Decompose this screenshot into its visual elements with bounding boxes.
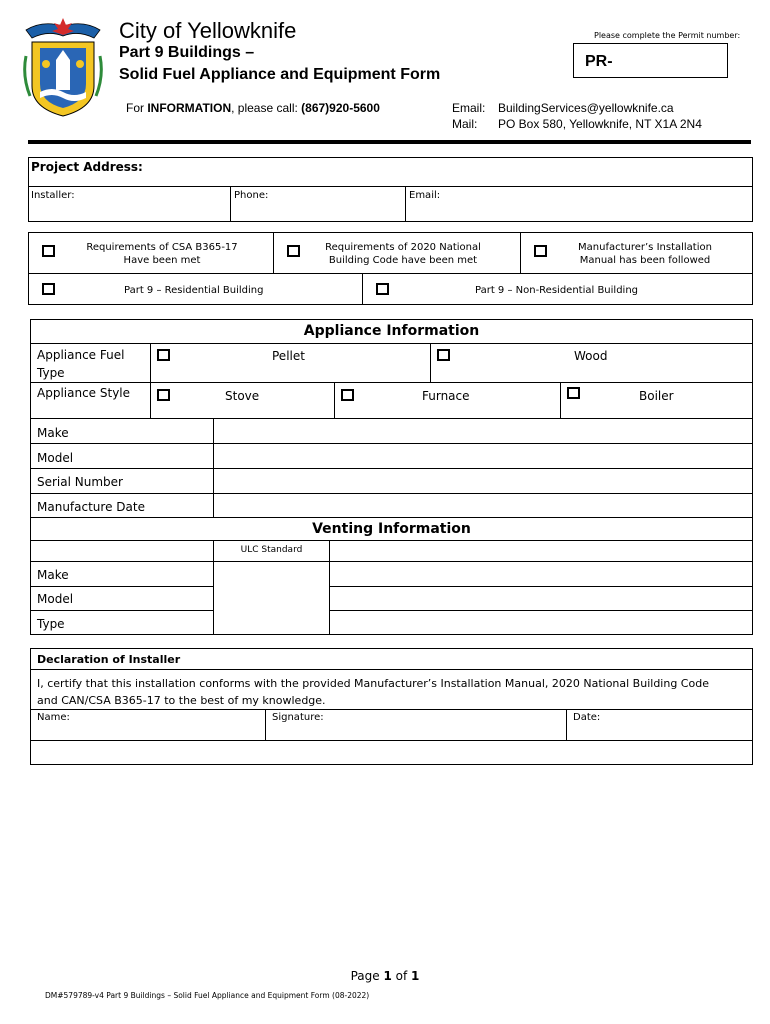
page-number: Page 1 of 1 xyxy=(350,969,420,983)
permit-prefix: PR- xyxy=(585,53,613,70)
email-field[interactable] xyxy=(405,186,753,222)
serial-label: Serial Number xyxy=(37,475,123,489)
mail-value: PO Box 580, Yellowknife, NT X1A 2N4 xyxy=(498,117,702,131)
declaration-title: Declaration of Installer xyxy=(37,653,181,666)
name-label: Name: xyxy=(37,712,70,723)
stove-checkbox[interactable] xyxy=(157,389,170,401)
fuel-type-label: Appliance Fuel Type xyxy=(37,348,125,380)
city-crest-logo xyxy=(22,16,104,120)
vent-model-field[interactable] xyxy=(329,586,753,611)
document-id: DM#579789-v4 Part 9 Buildings – Solid Fuel Appliance and Equipment Form (08-2022) xyxy=(45,991,370,1000)
venting-title: Venting Information xyxy=(312,521,471,537)
vent-model-label: Model xyxy=(37,592,74,606)
installer-label: Installer: xyxy=(31,190,75,201)
wood-label: Wood xyxy=(574,349,608,363)
info-bold: INFORMATION xyxy=(147,101,232,115)
header-divider xyxy=(28,140,751,144)
wood-checkbox[interactable] xyxy=(437,349,450,361)
make-label: Make xyxy=(37,426,69,440)
req-csa-checkbox[interactable] xyxy=(42,245,55,257)
req-mfr-label: Manufacturer’s Installation Manual has been followed xyxy=(578,242,712,266)
req-csa-label: Requirements of CSA B365-17 Have been met xyxy=(86,242,238,266)
boiler-label: Boiler xyxy=(639,389,674,403)
project-address-label: Project Address: xyxy=(31,160,143,174)
furnace-label: Furnace xyxy=(422,389,470,403)
email-label: Email: xyxy=(409,190,441,201)
manufacture-date-field[interactable] xyxy=(213,493,753,518)
phone-label: Phone: xyxy=(234,190,269,201)
vent-ulc-field[interactable] xyxy=(213,561,330,635)
manufacture-date-label: Manufacture Date xyxy=(37,500,145,514)
furnace-checkbox[interactable] xyxy=(341,389,354,401)
appliance-title: Appliance Information xyxy=(303,323,480,339)
non-residential-label: Part 9 – Non-Residential Building xyxy=(475,285,639,296)
info-phone: (867)920-5600 xyxy=(301,101,380,115)
info-line: For INFORMATION, please call: (867)920-5600 xyxy=(126,101,380,115)
venting-blank-cell xyxy=(30,540,214,562)
vent-make-label: Make xyxy=(37,568,69,582)
req-mfr-checkbox[interactable] xyxy=(534,245,547,257)
model-field[interactable] xyxy=(213,443,753,469)
declaration-extra-field[interactable] xyxy=(30,740,753,765)
pellet-label: Pellet xyxy=(272,349,305,363)
req-nbc-checkbox[interactable] xyxy=(287,245,300,257)
permit-note: Please complete the Permit number: xyxy=(594,31,741,40)
city-name: City of Yellowknife xyxy=(119,18,297,43)
stove-label: Stove xyxy=(225,389,260,403)
contact-email: Email: BuildingServices@yellowknife.ca xyxy=(452,101,674,115)
ulc-label: ULC Standard xyxy=(240,545,303,555)
boiler-checkbox[interactable] xyxy=(567,387,580,399)
req-nbc-label: Requirements of 2020 National Building Code have been met xyxy=(325,242,481,266)
email-value: BuildingServices@yellowknife.ca xyxy=(498,101,674,115)
vent-type-label: Type xyxy=(37,617,65,631)
date-label: Date: xyxy=(573,712,601,723)
pellet-checkbox[interactable] xyxy=(157,349,170,361)
style-label: Appliance Style xyxy=(37,386,131,400)
residential-label: Part 9 – Residential Building xyxy=(124,285,264,296)
declaration-text: I, certify that this installation conforms with the provided Manufacturer’s Installation Manual, 2020 National Building Code and CAN/CSA B365-17 to the best of my knowledge. xyxy=(37,677,709,707)
form-subtitle-1: Part 9 Buildings – xyxy=(119,44,255,61)
serial-field[interactable] xyxy=(213,468,753,494)
ulc-field[interactable] xyxy=(329,540,753,562)
form-subtitle-2: Solid Fuel Appliance and Equipment Form xyxy=(119,66,441,83)
residential-checkbox[interactable] xyxy=(42,283,55,295)
vent-type-field[interactable] xyxy=(329,610,753,635)
non-residential-checkbox[interactable] xyxy=(376,283,389,295)
vent-make-field[interactable] xyxy=(329,561,753,587)
make-field[interactable] xyxy=(213,418,753,444)
model-label: Model xyxy=(37,451,74,465)
permit-number-field[interactable] xyxy=(573,43,728,78)
contact-mail: Mail: PO Box 580, Yellowknife, NT X1A 2N4 xyxy=(452,117,702,131)
signature-label: Signature: xyxy=(272,712,324,723)
